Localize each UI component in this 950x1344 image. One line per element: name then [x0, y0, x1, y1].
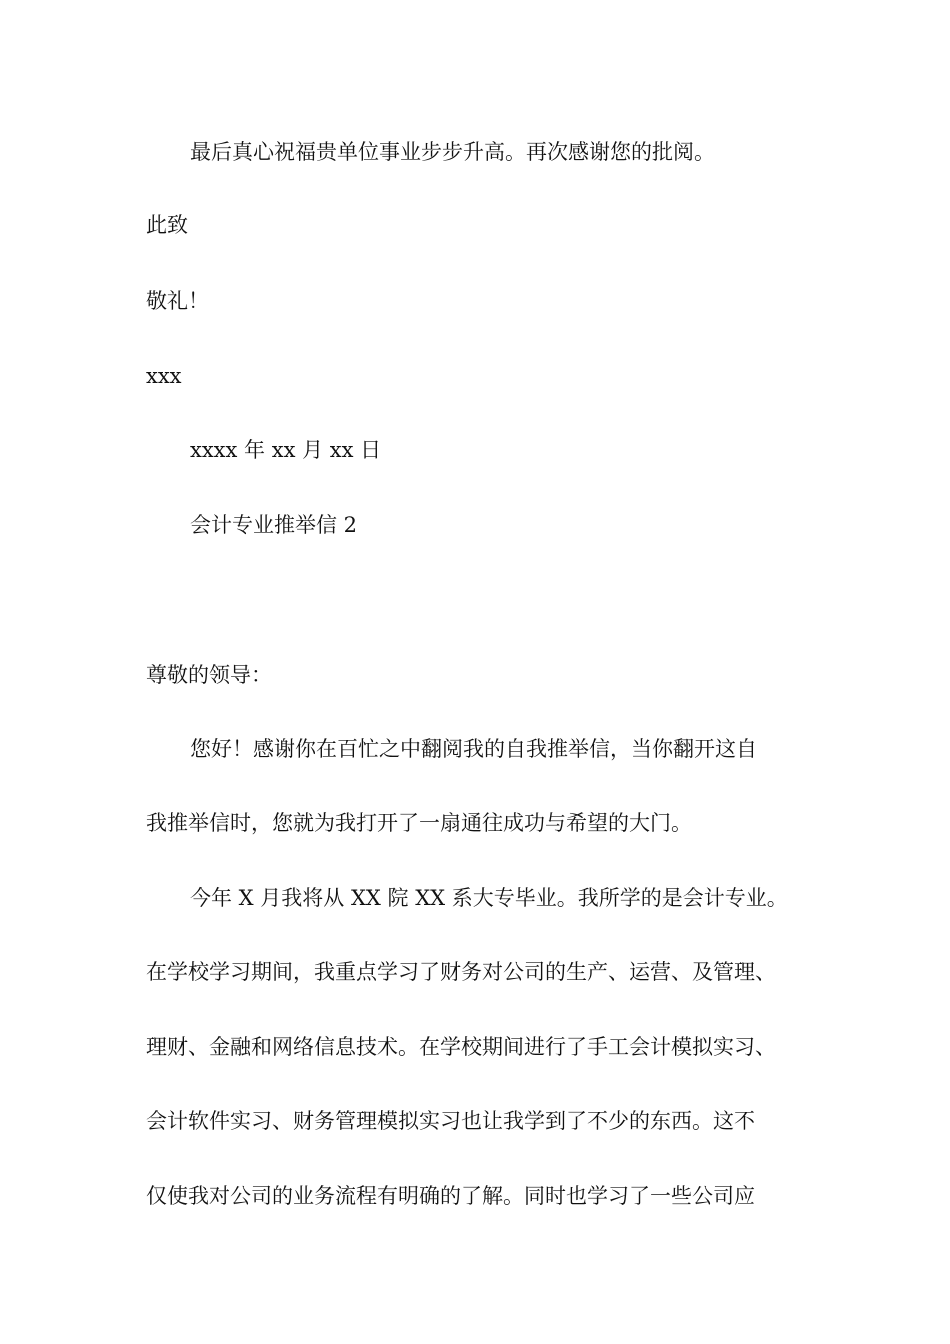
body-paragraph-line: 在学校学习期间，我重点学习了财务对公司的生产、运营、及管理、 [146, 960, 776, 984]
body-paragraph-line: 您好！感谢你在百忙之中翻阅我的自我推举信，当你翻开这自 [190, 737, 757, 761]
body-paragraph-line: 仅使我对公司的业务流程有明确的了解。同时也学习了一些公司应 [146, 1184, 755, 1208]
salutation-cizhi: 此致 [146, 213, 188, 237]
closing-wish-paragraph: 最后真心祝福贵单位事业步步升高。再次感谢您的批阅。 [190, 140, 715, 164]
body-paragraph-line: 理财、金融和网络信息技术。在学校期间进行了手工会计模拟实习、 [146, 1035, 776, 1059]
signature-name: xxx [146, 364, 182, 388]
body-paragraph-line: 我推举信时，您就为我打开了一扇通往成功与希望的大门。 [146, 811, 692, 835]
salutation-jingli: 敬礼！ [146, 289, 209, 313]
letter-title: 会计专业推举信 2 [190, 513, 358, 537]
body-paragraph-line: 会计软件实习、财务管理模拟实习也让我学到了不少的东西。这不 [146, 1109, 755, 1133]
body-paragraph-line: 今年 X 月我将从 XX 院 XX 系大专毕业。我所学的是会计专业。 [190, 886, 788, 910]
signature-date: xxxx 年 xx 月 xx 日 [190, 438, 382, 462]
greeting-line: 尊敬的领导： [146, 663, 272, 687]
